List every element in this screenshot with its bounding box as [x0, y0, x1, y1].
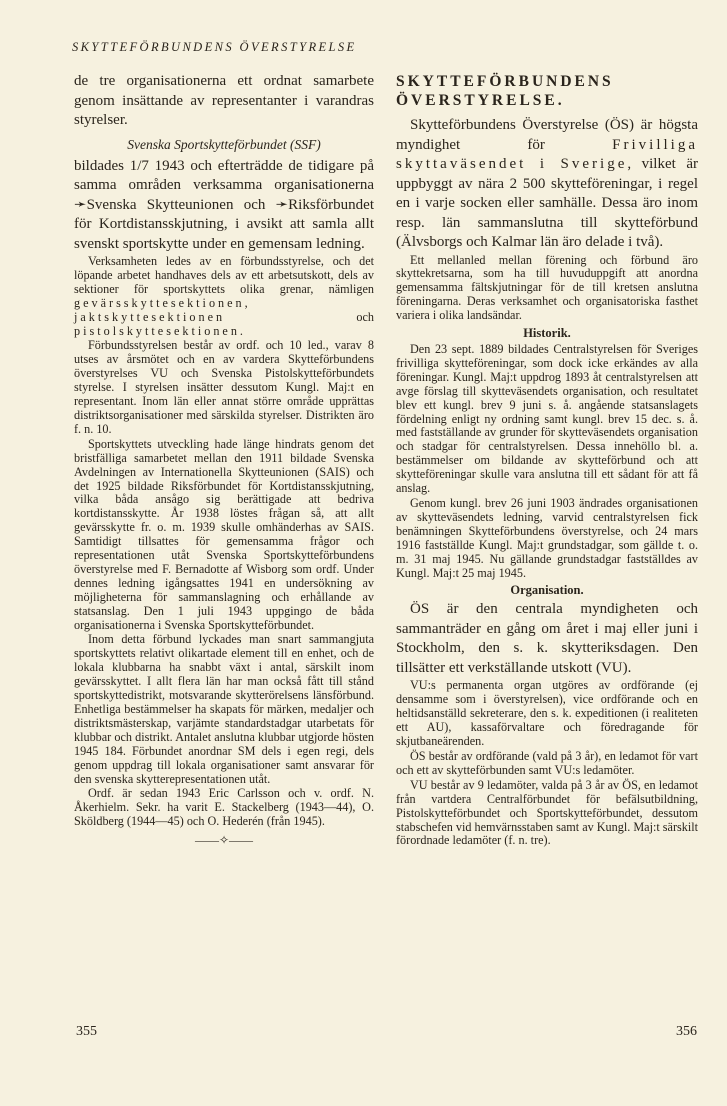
organisation-paragraph-1: ÖS är den centrala myndigheten och sammanträder en gång om året i maj eller juni i Stockholm, den s. k. skytteriksdagen. Den tillsätter ett verkställande utskott (VU).	[396, 601, 698, 676]
historik-paragraph-1: Den 23 sept. 1889 bildades Centralstyrelsen för Sveriges frivilliga skytteföreningar, som dock icke erkändes av alla föreningar. Kungl. Maj:t uppdrog 1893 åt centralstyrelsen att avge förslag till skytteväsendets organisation, och resultatet blev ett kungl. brev 9 juni s. å. angående statsanslagets fördelning enligt ny ordning samt kungl. brev 15 dec. s. å. med fastställande av grunder för skytteväsendets organisation och stadgar för centralstyrelsen. Dessa innehöllo bl. a. bestämmelser om bildande av skytteförbund och att skytteföreningar skulle vara anslutna till ett sådant för att få anslag.	[396, 342, 698, 496]
sportskyttets-utveckling-paragraph: Sportskyttets utveckling hade länge hindrats genom det bristfälliga samarbetet mellan den 1911 bildade Svenska Avdelningen av Internationella Skytteunionen (SAIS) och det 1925 bildade Riksförbundet för Kortdistansskjutning, vilka båda ansågo sig berättigade att bedriva kortdistansskytte. År 1938 löstes frågan så, att allt gevärsskytte fr. o. m. 1939 skulle omhänderhas av SAIS. Samtidigt tillsattes för gemensamma frågor och representationen utåt Svenska Sportskytteförbundens överstyrelse med F. Bernadotte af Wisborg som ordf. Under dennes ledning igångsattes 1941 en undersökning av möjligheterna för sammanslagning och erhållande av statsanslag. Den 1 juli 1943 uppgingo de båda organisationerna i Svenska Sportskytteförbundet.	[74, 436, 374, 632]
page-number-right: 356	[676, 1024, 697, 1039]
os-intro-paragraph: Skytteförbundens Överstyrelse (ÖS) är högsta myndighet för Frivilliga skyttaväsendet i Sverige, vilket är uppbyggt av nära 2 500 skytteföreningar, i regel en i varje socken eller samhälle. Dessa äro inom resp. län sammanslutna till skytteförbund (Älvsborgs och Kalmar län äro delade i två).	[396, 117, 698, 250]
organisation-paragraph-4: VU består av 9 ledamöter, valda på 3 år av ÖS, en ledamot från vartdera Centralförbundet för befälsutbildning, Pistolskytteförbundet och Sportskytteförbundet, dessutom stabschefen vid hemvärnsstaben samt av Kungl. Maj:t särskilt förordnade ledamöter (f. n. tre).	[396, 777, 698, 848]
inom-detta-forbund-paragraph: Inom detta förbund lyckades man snart sammangjuta sportskyttets relativt olikartade element till en enhet, och de lokala klubbarna ha snabbt växt i antal, särskilt inom gevärsskyttet. I allt flera län har man också fått till stånd sportskyttedistrikt, motsvarande skytterörelsens länsförbund. Enhetliga bestämmelser ha skapats för märken, medaljer och distriktsmästerskap, varjämte standardstadgar utarbetats för klubbar och distrikt. Antalet anslutna klubbar utgjorde hösten 1945 184. Förbundet anordnar SM dels i egen regi, dels genom uppdrag till lokala organisationer samt ansvarar för den svenska skytterepresentationen utåt.	[74, 632, 374, 786]
organisation-paragraph-3: ÖS består av ordförande (vald på 3 år), en ledamot för vart och ett av skytteförbunden samt VU:s ledamöter.	[396, 748, 698, 777]
organisation-paragraph-2: VU:s permanenta organ utgöres av ordförande (ej densamme som i överstyrelsen), vice ordförande och en heltidsanställd sekreterare, den s. k. expeditionen (i realiteten ett AU), kassaförvaltare och föredragande för skjutbaneärenden.	[396, 678, 698, 749]
historik-paragraph-2: Genom kungl. brev 26 juni 1903 ändrades organisationen av skytteväsendets ledning, varvid centralstyrelsen fick benämningen Skytteförbundens överstyrelse, och 24 mars 1916 fastställde Kungl. Maj:t grundstadgar, som gällde t. o. m. 31 maj 1945. Nu gällande grundstadgar fastställdes av Kungl. Maj:t 25 maj 1945.	[396, 496, 698, 580]
ordforande-paragraph: Ordf. är sedan 1943 Eric Carlsson och v. ordf. N. Åkerhielm. Sekr. ha varit E. Stackelberg (1943—44), O. Sköldberg (1944—45) och O. Hederén (från 1945).	[74, 786, 374, 829]
forbundsstyrelsen-paragraph: Förbundsstyrelsen består av ordf. och 10 led., varav 8 utses av årsmötet och en av vardera Skytteförbundens överstyrelses VU och Svenska Pistolskytteförbundets styrelse. I styrelsen insätter dessutom Kungl. Maj:t en representant. Inom län eller annat större område upprättas distriktsorganisationer med särskilda styrelser. Distrikten äro f. n. 10.	[74, 338, 374, 436]
running-head: SKYTTEFÖRBUNDENS ÖVERSTYRELSE	[72, 40, 357, 54]
section-title: SKYTTEFÖRBUNDENS ÖVERSTYRELSE.	[396, 73, 614, 109]
organisation-heading: Organisation.	[510, 583, 584, 598]
ornament-divider: ——✧——	[194, 833, 254, 848]
intro-paragraph: de tre organisationerna ett ordnat samarbete genom insättande av representanter i varandras styrelser.	[74, 73, 374, 128]
ssf-paragraph: bildades 1/7 1943 och efterträdde de tidigare på samma områden verksamma organisationerna ➛Svenska Skytteunionen och ➛Riksförbundet för Kortdistansskjutning, i avsikt att samla allt svenskt sportskytte under en gemensam ledning.	[74, 157, 374, 252]
mellanled-paragraph: Ett mellanled mellan förening och förbund äro skyttekretsarna, som ha till huvuduppgift att anordna gemensamma fältskjutningar för de till kretsen anslutna föreningarna. Deras verksamhet och organisatoriska fasthet variera i olika landsändar.	[396, 252, 698, 323]
left-column	[74, 72, 374, 849]
ssf-heading: Svenska Sportskytteförbundet (SSF)	[127, 136, 321, 152]
historik-heading: Historik.	[523, 326, 571, 341]
page-number-left: 355	[76, 1024, 97, 1039]
right-column	[396, 72, 698, 849]
verksamhet-paragraph: Verksamheten ledes av en förbundsstyrelse, och det löpande arbetet handhaves dels av ett arbetsutskott, dels av sektioner för sportskyttets olika grenar, nämligen gevärsskyttesektionen, jaktskyttesektionen och pistolskyttesektionen.	[74, 254, 374, 338]
